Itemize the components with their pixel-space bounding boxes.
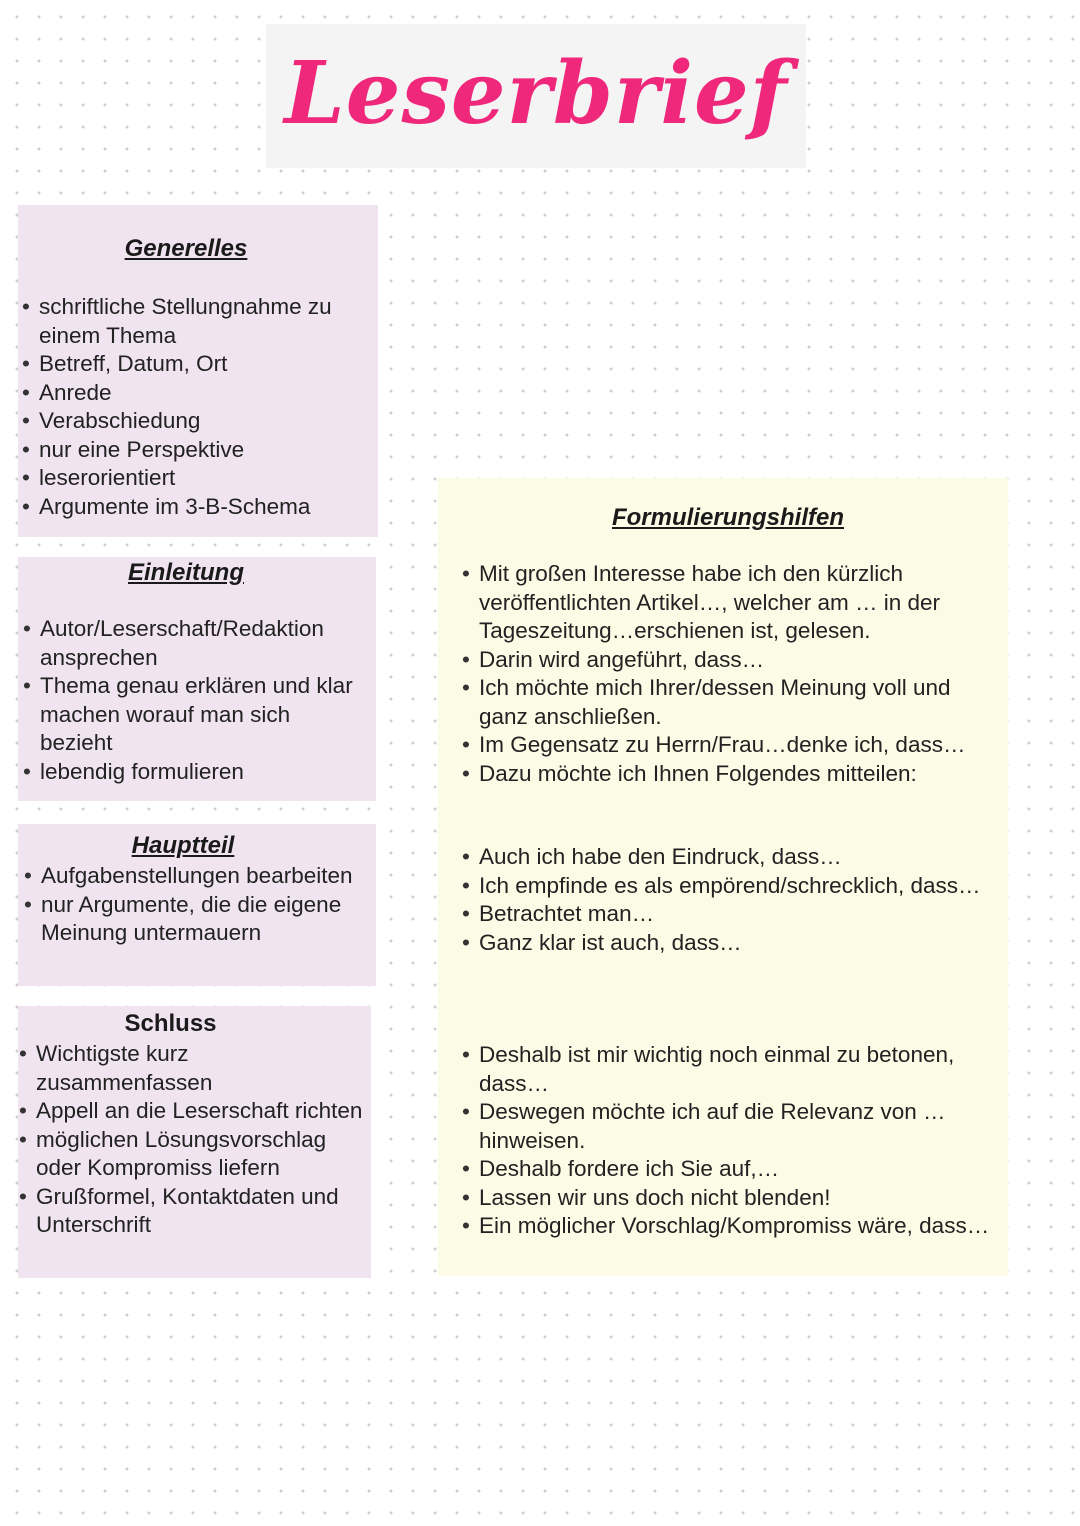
generelles-heading: Generelles bbox=[124, 235, 248, 262]
list-item: • nur Argumente, die die eigene Meinung untermauern bbox=[24, 891, 370, 948]
list-item: • Grußformel, Kontaktdaten und Unterschrift bbox=[19, 1183, 364, 1240]
list-item: • lebendig formulieren bbox=[23, 758, 358, 787]
list-item: • Auch ich habe den Eindruck, dass… bbox=[462, 843, 982, 872]
card-einleitung bbox=[18, 557, 376, 801]
list-item: • Darin wird angeführt, dass… bbox=[462, 646, 997, 675]
list-item: • Betrachtet man… bbox=[462, 900, 982, 929]
list-item: • Deshalb fordere ich Sie auf,… bbox=[462, 1155, 997, 1184]
list-item: • Deshalb ist mir wichtig noch einmal zu betonen, dass… bbox=[462, 1041, 997, 1098]
list-item: • Ganz klar ist auch, dass… bbox=[462, 929, 982, 958]
hauptteil-list bbox=[24, 862, 370, 948]
list-item: • Betreff, Datum, Ort bbox=[22, 350, 372, 379]
hauptteil-heading: Hauptteil bbox=[131, 832, 235, 859]
list-item: • Wichtigste kurz zusammenfassen bbox=[19, 1040, 364, 1097]
list-item: • Lassen wir uns doch nicht blenden! bbox=[462, 1184, 997, 1213]
formulierung-einleitung-list bbox=[462, 560, 997, 788]
card-formulierungshilfen bbox=[438, 478, 1008, 1276]
card-hauptteil bbox=[18, 824, 376, 986]
list-item: • möglichen Lösungsvorschlag oder Kompromiss liefern bbox=[19, 1126, 364, 1183]
list-item: • Verabschiedung bbox=[22, 407, 372, 436]
formulierungshilfen-heading: Formulierungshilfen bbox=[611, 504, 844, 531]
card-schluss bbox=[18, 1006, 371, 1278]
list-item: • Thema genau erklären und klar machen worauf man sich bezieht bbox=[23, 672, 358, 758]
title-banner bbox=[266, 24, 806, 168]
list-item: • Dazu möchte ich Ihnen Folgendes mitteilen: bbox=[462, 760, 997, 789]
list-item: • Ich möchte mich Ihrer/dessen Meinung voll und ganz anschließen. bbox=[462, 674, 997, 731]
list-item: • Autor/Leserschaft/Redaktion ansprechen bbox=[23, 615, 358, 672]
list-item: • Deswegen möchte ich auf die Relevanz von … hinweisen. bbox=[462, 1098, 997, 1155]
list-item: • nur eine Perspektive bbox=[22, 436, 372, 465]
card-generelles bbox=[18, 205, 378, 537]
generelles-list bbox=[22, 293, 372, 521]
list-item: • Appell an die Leserschaft richten bbox=[19, 1097, 364, 1126]
list-item: • leserorientiert bbox=[22, 464, 372, 493]
formulierung-schluss-list bbox=[462, 1041, 997, 1241]
list-item: • Ich empfinde es als empörend/schrecklich, dass… bbox=[462, 872, 982, 901]
schluss-list bbox=[19, 1040, 364, 1240]
einleitung-list bbox=[23, 615, 358, 786]
list-item: • Argumente im 3-B-Schema bbox=[22, 493, 372, 522]
list-item: • Mit großen Interesse habe ich den kürzlich veröffentlichten Artikel…, welcher am … in der Tageszeitung…erschienen ist, gelesen. bbox=[462, 560, 997, 646]
formulierung-hauptteil-list bbox=[462, 843, 982, 957]
list-item: • Ein möglicher Vorschlag/Kompromiss wäre, dass… bbox=[462, 1212, 997, 1241]
einleitung-heading: Einleitung bbox=[128, 559, 244, 586]
list-item: • Aufgabenstellungen bearbeiten bbox=[24, 862, 370, 891]
list-item: • Im Gegensatz zu Herrn/Frau…denke ich, dass… bbox=[462, 731, 997, 760]
page-title: Leserbrief bbox=[284, 42, 788, 144]
schluss-heading: Schluss bbox=[124, 1010, 217, 1037]
list-item: • schriftliche Stellungnahme zu einem Thema bbox=[22, 293, 372, 350]
list-item: • Anrede bbox=[22, 379, 372, 408]
